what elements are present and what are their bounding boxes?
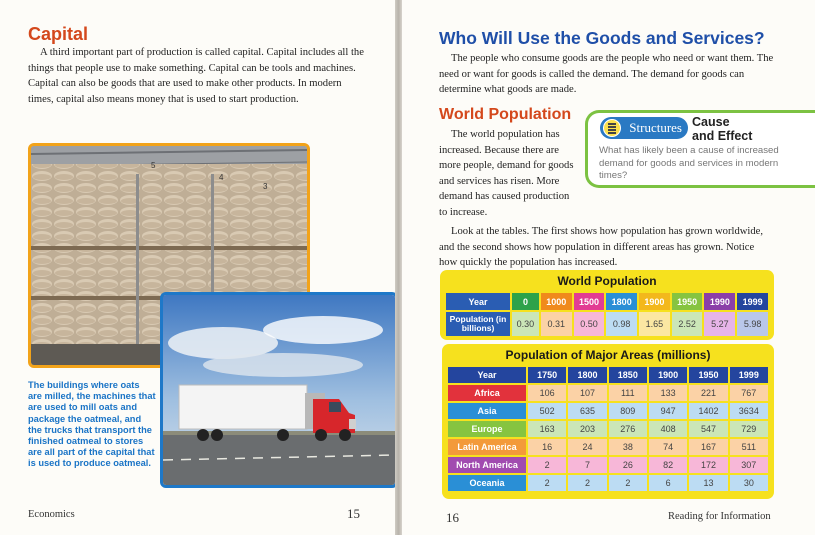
tables-intro-paragraph: Look at the tables. The first shows how population has grown worldwide, and the second shows how population in different areas has grown. Notice how quickly the population has increased.: [439, 226, 763, 269]
area-value-cell: 38: [609, 439, 647, 455]
area-row-north-america: [448, 457, 768, 473]
world-population-subheading: World Population: [439, 106, 572, 123]
area-value-cell: 167: [689, 439, 727, 455]
year-cell: 1750: [528, 367, 566, 383]
page-number: 16: [446, 510, 459, 525]
population-cell: 0.31: [541, 312, 572, 336]
cause-title-line: Cause: [692, 115, 730, 129]
row-header: Year: [448, 367, 526, 383]
goods-services-heading: Who Will Use the Goods and Services?: [439, 28, 765, 48]
area-value-cell: 635: [568, 403, 606, 419]
demand-paragraph: The people who consume goods are the people who need or want them. The need or want for goods is called the demand. The demand for goods can determine what goods are made.: [439, 53, 774, 96]
effect-title-line: and Effect: [692, 129, 753, 143]
area-value-cell: 2: [609, 475, 647, 491]
world-population-table-title: World Population: [557, 274, 657, 288]
area-value-cell: 767: [730, 385, 768, 401]
area-value-cell: 2: [528, 475, 566, 491]
area-value-cell: 172: [689, 457, 727, 473]
pallet-number-label: 5: [151, 161, 156, 170]
world-population-table-panel: [440, 270, 774, 340]
area-value-cell: 24: [568, 439, 606, 455]
year-row: [448, 367, 768, 383]
capital-heading: Capital: [28, 24, 89, 44]
year-cell: 1900: [639, 293, 670, 310]
area-label: Oceania: [448, 475, 526, 491]
population-cell: 0.98: [606, 312, 637, 336]
area-value-cell: 30: [730, 475, 768, 491]
left-page: [0, 0, 395, 535]
callout-question: What has likely been a cause of increased demand for goods and services in modern times?: [599, 145, 779, 181]
population-row: [446, 312, 768, 336]
major-areas-table-panel: [442, 344, 774, 499]
population-cell: 0.30: [512, 312, 539, 336]
area-value-cell: 163: [528, 421, 566, 437]
area-row-oceania: [448, 475, 768, 491]
area-value-cell: 2: [528, 457, 566, 473]
population-cell: 2.52: [672, 312, 703, 336]
notebook-icon: [603, 119, 621, 137]
area-value-cell: 82: [649, 457, 687, 473]
area-value-cell: 74: [649, 439, 687, 455]
area-value-cell: 111: [609, 385, 647, 401]
area-value-cell: 107: [568, 385, 606, 401]
book-gutter: [395, 0, 402, 535]
area-row-latin-america: [448, 439, 768, 455]
truck-photo: [160, 292, 395, 488]
pallet-number-label: 4: [219, 173, 224, 182]
year-cell: 1800: [568, 367, 606, 383]
footer-series-label: Economics: [28, 509, 75, 520]
cause-effect-title: [692, 115, 752, 143]
year-cell: 0: [512, 293, 539, 310]
area-value-cell: 729: [730, 421, 768, 437]
pallet-number-label: 3: [263, 182, 268, 191]
area-value-cell: 947: [649, 403, 687, 419]
footer-series-label: Reading for Information: [668, 511, 771, 522]
area-value-cell: 16: [528, 439, 566, 455]
world-population-table: [444, 291, 770, 338]
area-value-cell: 221: [689, 385, 727, 401]
area-value-cell: 276: [609, 421, 647, 437]
area-value-cell: 3634: [730, 403, 768, 419]
area-value-cell: 26: [609, 457, 647, 473]
major-areas-table: [446, 365, 770, 493]
year-row: [446, 293, 768, 310]
area-value-cell: 106: [528, 385, 566, 401]
population-cell: 0.50: [574, 312, 605, 336]
photo-caption: The buildings where oats are milled, the machines that are used to mill oats and package the oatmeal, and the trucks that transport the finished oatmeal to stores are all part of the capital that is used to produce oatmeal.: [28, 380, 156, 469]
area-label: Latin America: [448, 439, 526, 455]
capital-paragraph: A third important part of production is called capital. Capital includes all the things that people use to make something. Capital can be tools and machines. Capital can also be goods that are used to make other products. In modern times, capital also means money that is used to start production.: [28, 47, 364, 105]
area-value-cell: 7: [568, 457, 606, 473]
area-value-cell: 203: [568, 421, 606, 437]
structures-badge: Structures: [600, 117, 688, 139]
area-value-cell: 307: [730, 457, 768, 473]
area-value-cell: 133: [649, 385, 687, 401]
area-label: Asia: [448, 403, 526, 419]
year-cell: 1950: [672, 293, 703, 310]
area-row-asia: [448, 403, 768, 419]
page-number: 15: [347, 506, 360, 521]
year-cell: 1999: [737, 293, 768, 310]
year-cell: 1999: [730, 367, 768, 383]
year-cell: 1500: [574, 293, 605, 310]
population-cell: 5.98: [737, 312, 768, 336]
area-label: Africa: [448, 385, 526, 401]
year-cell: 1950: [689, 367, 727, 383]
area-value-cell: 511: [730, 439, 768, 455]
year-cell: 1900: [649, 367, 687, 383]
area-value-cell: 408: [649, 421, 687, 437]
year-cell: 1800: [606, 293, 637, 310]
year-cell: 1850: [609, 367, 647, 383]
population-cell: 1.65: [639, 312, 670, 336]
row-header: Population (in billions): [446, 312, 510, 336]
row-header: Year: [446, 293, 510, 310]
area-value-cell: 2: [568, 475, 606, 491]
major-areas-table-title: Population of Major Areas (millions): [505, 348, 711, 362]
area-value-cell: 13: [689, 475, 727, 491]
year-cell: 1990: [704, 293, 735, 310]
area-label: North America: [448, 457, 526, 473]
area-value-cell: 809: [609, 403, 647, 419]
area-value-cell: 547: [689, 421, 727, 437]
population-paragraph: The world population has increased. Because there are more people, demand for goods and services has risen. More demand has caused production to increase.: [439, 129, 574, 218]
area-label: Europe: [448, 421, 526, 437]
area-row-africa: [448, 385, 768, 401]
semi-truck-illustration: [163, 295, 395, 485]
area-row-europe: [448, 421, 768, 437]
area-value-cell: 502: [528, 403, 566, 419]
area-value-cell: 6: [649, 475, 687, 491]
area-value-cell: 1402: [689, 403, 727, 419]
year-cell: 1000: [541, 293, 572, 310]
population-cell: 5.27: [704, 312, 735, 336]
